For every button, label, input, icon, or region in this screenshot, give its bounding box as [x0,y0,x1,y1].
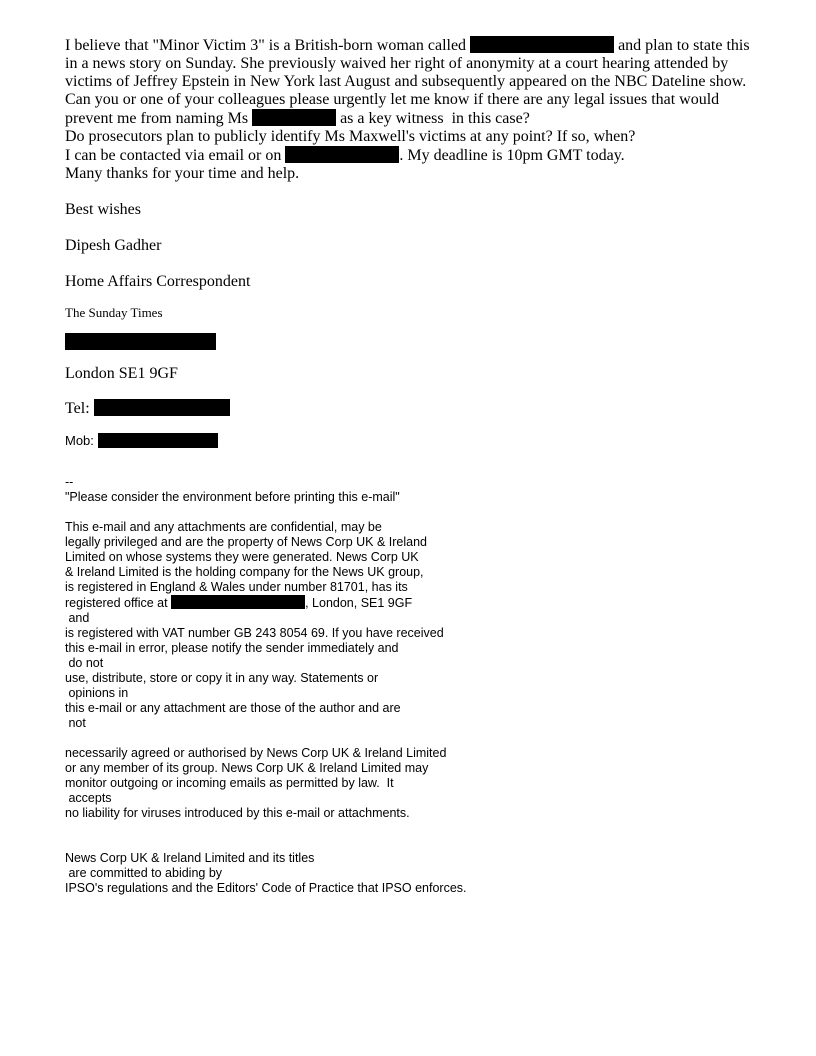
footer-separator: -- [65,475,74,489]
disclaimer-line: opinions in [65,686,129,700]
ipso-line: IPSO's regulations and the Editors' Code of Practice that IPSO enforces. [65,881,467,895]
disclaimer-line: or any member of its group. News Corp UK & Ireland Limited may [65,761,429,775]
disclaimer-line: not [65,716,86,730]
email-body [65,36,765,183]
mob-redaction [98,433,218,448]
tel-redaction [94,399,230,416]
redaction-bar [252,109,336,126]
body-line [65,36,765,55]
body-text: prevent me from naming Ms [65,110,253,127]
signature-block [65,201,765,448]
tel-label: Tel: [65,400,90,417]
signature-closing: Best wishes [65,201,141,218]
address-redaction [65,333,216,350]
disclaimer-line: & Ireland Limited is the holding company for the News UK group, [65,565,424,579]
signature-city: London SE1 9GF [65,365,178,382]
body-line: in a news story on Sunday. She previously waived her right of anonymity at a court hearing attended by [65,55,729,72]
body-line: Can you or one of your colleagues please urgently let me know if there are any legal issues that would [65,91,720,108]
email-footer [65,475,765,896]
ipso-line: are committed to abiding by [65,866,223,880]
disclaimer-line: no liability for viruses introduced by this e-mail or attachments. [65,806,410,820]
mob-label: Mob: [65,433,94,448]
signature-role: Home Affairs Correspondent [65,273,251,290]
body-text: as a key witness in this case? [336,110,530,127]
signature-name: Dipesh Gadher [65,237,162,254]
signature-publication: The Sunday Times [65,305,163,320]
disclaimer-line: legally privileged and are the property of News Corp UK & Ireland [65,535,427,549]
environment-note: "Please consider the environment before printing this e-mail" [65,490,400,504]
body-text: and plan to state this [614,37,750,54]
body-line [65,109,765,128]
disclaimer-line: use, distribute, store or copy it in any way. Statements or [65,671,379,685]
body-line: victims of Jeffrey Epstein in New York last August and subsequently appeared on the NBC Dateline show. [65,73,747,90]
body-text: I can be contacted via email or on [65,147,286,164]
body-text: I believe that "Minor Victim 3" is a British-born woman called [65,37,471,54]
disclaimer-line: do not [65,656,104,670]
body-line: Do prosecutors plan to publicly identify Ms Maxwell's victims at any point? If so, when? [65,128,636,145]
body-line [65,146,765,165]
disclaimer-line: and [65,611,90,625]
office-text: , London, SE1 9GF [305,596,413,610]
disclaimer-line: is registered in England & Wales under number 81701, has its [65,580,408,594]
ipso-line: News Corp UK & Ireland Limited and its titles [65,851,315,865]
redaction-bar [470,36,614,53]
disclaimer-line: necessarily agreed or authorised by News Corp UK & Ireland Limited [65,746,447,760]
email-document [65,36,765,896]
tel-line [65,399,765,418]
disclaimer-line: monitor outgoing or incoming emails as permitted by law. It [65,776,394,790]
body-text: . My deadline is 10pm GMT today. [399,147,625,164]
disclaimer-line: This e-mail and any attachments are confidential, may be [65,520,382,534]
disclaimer-line: this e-mail in error, please notify the sender immediately and [65,641,399,655]
mob-line [65,433,765,448]
body-line: Many thanks for your time and help. [65,165,300,182]
disclaimer-line: is registered with VAT number GB 243 8054 69. If you have received [65,626,444,640]
office-text: registered office at [65,596,172,610]
office-redaction [171,595,305,609]
disclaimer-line [65,595,765,611]
disclaimer-line: Limited on whose systems they were generated. News Corp UK [65,550,419,564]
disclaimer-line: this e-mail or any attachment are those of the author and are [65,701,401,715]
redaction-bar [285,146,399,163]
disclaimer-line: accepts [65,791,112,805]
